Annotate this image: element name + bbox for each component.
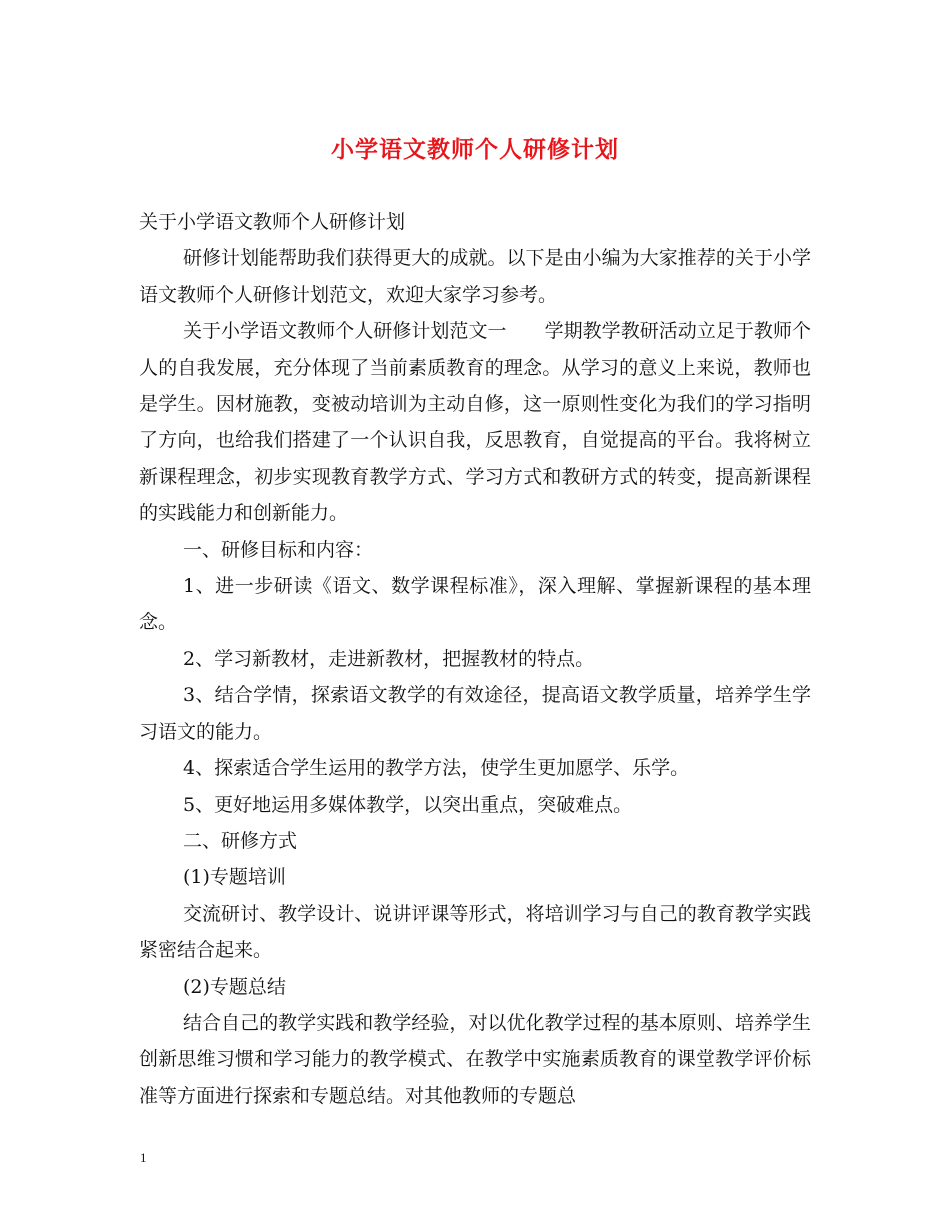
subheading-topic-training: (1)专题培训 [183, 866, 286, 889]
list-item-goal-2: 2、学习新教材，走进新教材，把握教材的特点。 [183, 647, 595, 670]
paragraph-sample-one: 关于小学语文教师个人研修计划范文一 学期教学教研活动立足于教师个人的自我发展，充分体现了当前素质教育的理念。从学习的意义上来说，教师也是学生。因材施教，变被动培训为主动自修，这一原则性变化为我们的学习指明了方向，也给我们搭建了一个认识自我，反思教育，自觉提高的平台。我将树立新课程理念，初步实现教育教学方式、学习方式和教研方式的转变，提高新课程的实践能力和创新能力。 [139, 320, 811, 525]
list-item-goal-3: 3、结合学情，探索语文教学的有效途径，提高语文教学质量，培养学生学习语文的能力。 [139, 684, 811, 743]
section-heading-methods: 二、研修方式 [183, 829, 298, 852]
list-item-goal-1: 1、进一步研读《语文、数学课程标准》，深入理解、掌握新课程的基本理念。 [139, 575, 811, 634]
paragraph-topic-summary: 结合自己的教学实践和教学经验，对以优化教学过程的基本原则、培养学生创新思维习惯和学习能力的教学模式、在教学中实施素质教育的课堂教学评价标准等方面进行探索和专题总结。对其他教师的专题总 [139, 1011, 811, 1107]
paragraph-topic-training: 交流研讨、教学设计、说讲评课等形式，将培训学习与自己的教育教学实践紧密结合起来。 [139, 902, 811, 962]
list-item-goal-4: 4、探索适合学生运用的教学方法，使学生更加愿学、乐学。 [183, 757, 690, 780]
paragraph-intro: 研修计划能帮助我们获得更大的成就。以下是由小编为大家推荐的关于小学语文教师个人研修计划范文，欢迎大家学习参考。 [139, 247, 811, 306]
paragraph-heading: 关于小学语文教师个人研修计划 [139, 211, 406, 233]
section-heading-goals: 一、研修目标和内容： [183, 538, 374, 561]
document-title: 小学语文教师个人研修计划 [331, 136, 619, 163]
subheading-topic-summary: (2)专题总结 [183, 975, 286, 998]
page-number: 1 [140, 1150, 147, 1165]
document-body [139, 204, 811, 1114]
list-item-goal-5: 5、更好地运用多媒体教学，以突出重点，突破难点。 [183, 793, 633, 816]
